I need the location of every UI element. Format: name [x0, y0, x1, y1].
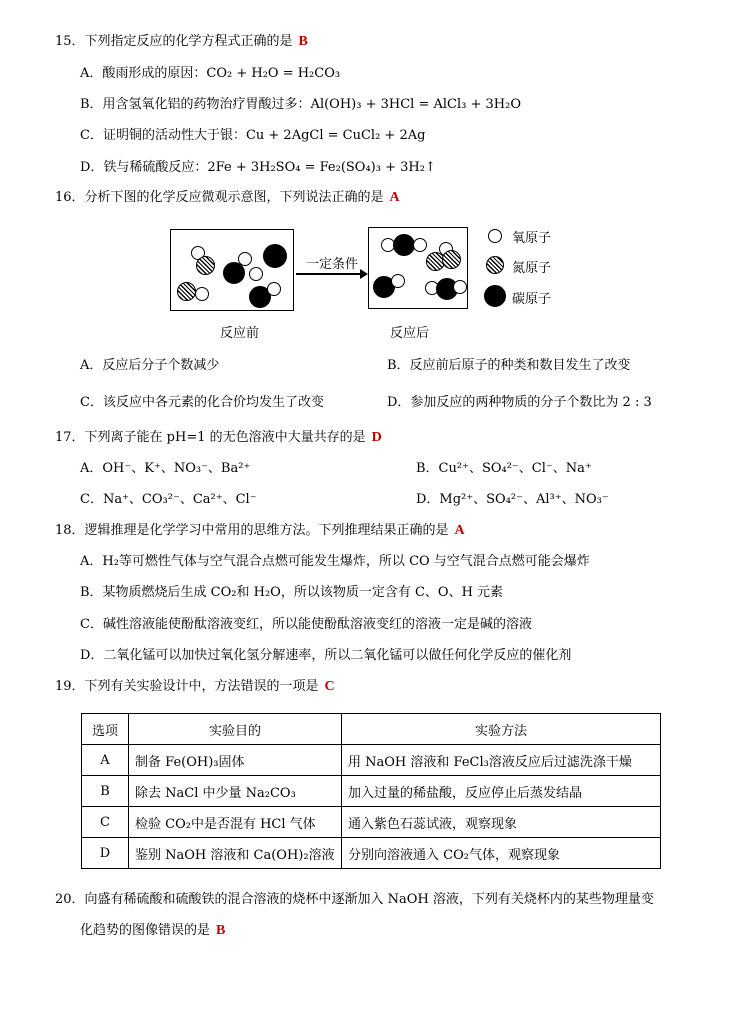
- q18-option-b: B．某物质燃烧后生成 CO₂和 H₂O，所以该物质一定含有 C、O、H 元素: [80, 585, 504, 600]
- q17-option-a: A．OH⁻、K⁺、NO₃⁻、Ba²⁺: [80, 461, 251, 476]
- row-purpose: 制备 Fe(OH)₃固体: [129, 745, 342, 776]
- arrow-head: [360, 269, 368, 279]
- q17-option-c: C．Na⁺、CO₃²⁻、Ca²⁺、Cl⁻: [80, 492, 257, 507]
- q20-stem-line1: 20．向盛有稀硫酸和硫酸铁的混合溶液的烧杯中逐渐加入 NaOH 溶液，下列有关烧杯内的某些物理量变: [55, 892, 654, 907]
- nitrogen-atom: [442, 250, 461, 269]
- q16-answer: A: [389, 190, 400, 205]
- oxygen-atom: [267, 282, 281, 296]
- q15-answer: B: [298, 34, 308, 49]
- q17-stem: [55, 429, 382, 447]
- before-box: [170, 229, 294, 311]
- q15-stem: [55, 33, 308, 51]
- row-option: B: [82, 776, 129, 807]
- q20-answer: B: [216, 923, 226, 938]
- q19-stem: [55, 678, 335, 696]
- q15-option-d: D．铁与稀硫酸反应：2Fe + 3H₂SO₄ = Fe₂(SO₄)₃ + 3H₂↑: [80, 160, 436, 175]
- header-purpose: 实验目的: [129, 714, 342, 745]
- oxygen-atom: [391, 274, 405, 288]
- table-row: [82, 807, 661, 838]
- q16-stem-text: 16．分析下图的化学反应微观示意图，下列说法正确的是: [55, 190, 384, 205]
- row-method: 通入紫色石蕊试液，观察现象: [342, 807, 661, 838]
- oxygen-atom: [249, 267, 263, 281]
- q18-stem: [55, 522, 465, 540]
- q17-option-d: D．Mg²⁺、SO₄²⁻、Al³⁺、NO₃⁻: [416, 492, 609, 507]
- header-method: 实验方法: [342, 714, 661, 745]
- q15-stem-text: 15．下列指定反应的化学方程式正确的是: [55, 34, 293, 49]
- legend-oxygen-label: 氧原子: [512, 231, 552, 246]
- table-row: [82, 745, 661, 776]
- after-box: [368, 227, 468, 309]
- q19-answer: C: [324, 679, 335, 694]
- q18-option-a: A．H₂等可燃性气体与空气混合点燃可能发生爆炸，所以 CO 与空气混合点燃可能会爆炸: [80, 554, 590, 569]
- row-option: C: [82, 807, 129, 838]
- q15-option-c: C．证明铜的活动性大于银：Cu + 2AgCl = CuCl₂ + 2Ag: [80, 128, 426, 143]
- row-option: A: [82, 745, 129, 776]
- condition-label: 一定条件: [305, 257, 358, 272]
- q16-option-c: C．该反应中各元素的化合价均发生了改变: [80, 395, 324, 410]
- oxygen-atom: [413, 238, 427, 252]
- q17-stem-text: 17．下列离子能在 pH=1 的无色溶液中大量共存的是: [55, 430, 366, 445]
- oxygen-atom: [453, 280, 467, 294]
- before-label: 反应前: [220, 326, 260, 341]
- row-method: 加入过量的稀盐酸，反应停止后蒸发结晶: [342, 776, 661, 807]
- reaction-arrow: [296, 273, 362, 275]
- q18-option-d: D．二氧化锰可以加快过氧化氢分解速率，所以二氧化锰可以做任何化学反应的催化剂: [80, 648, 572, 663]
- q17-option-b: B．Cu²⁺、SO₄²⁻、Cl⁻、Na⁺: [416, 461, 592, 476]
- reaction-diagram: [170, 225, 570, 325]
- row-purpose: 检验 CO₂中是否混有 HCl 气体: [129, 807, 342, 838]
- q18-option-c: C．碱性溶液能使酚酞溶液变红，所以能使酚酞溶液变红的溶液一定是碱的溶液: [80, 617, 532, 632]
- q16-stem: [55, 189, 400, 207]
- nitrogen-atom: [177, 282, 196, 301]
- legend-carbon-label: 碳原子: [512, 292, 552, 307]
- row-method: 用 NaOH 溶液和 FeCl₃溶液反应后过滤洗涤干燥: [342, 745, 661, 776]
- nitrogen-atom: [196, 256, 215, 275]
- carbon-atom: [263, 244, 287, 268]
- q16-option-a: A．反应后分子个数减少: [80, 358, 220, 373]
- q16-option-b: B．反应前后原子的种类和数目发生了改变: [387, 358, 631, 373]
- q18-stem-text: 18．逻辑推理是化学学习中常用的思维方法。下列推理结果正确的是: [55, 523, 449, 538]
- q19-stem-text: 19．下列有关实验设计中，方法错误的一项是: [55, 679, 319, 694]
- legend-carbon-icon: [484, 285, 506, 307]
- after-label: 反应后: [390, 326, 430, 341]
- legend-nitrogen-label: 氮原子: [512, 261, 552, 276]
- q15-option-b: B．用含氢氧化铝的药物治疗胃酸过多：Al(OH)₃ + 3HCl = AlCl₃ + 3H₂O: [80, 97, 521, 112]
- q20-stem-text: 化趋势的图像错误的是: [80, 923, 211, 938]
- row-purpose: 除去 NaCl 中少量 Na₂CO₃: [129, 776, 342, 807]
- q18-answer: A: [454, 523, 465, 538]
- row-purpose: 鉴别 NaOH 溶液和 Ca(OH)₂溶液: [129, 838, 342, 869]
- q20-stem-line2: [80, 922, 225, 940]
- table-row: [82, 776, 661, 807]
- table-row: [82, 838, 661, 869]
- oxygen-atom: [195, 287, 209, 301]
- q17-answer: D: [371, 430, 382, 445]
- legend-oxygen-icon: [488, 229, 502, 243]
- header-option: 选项: [82, 714, 129, 745]
- legend-nitrogen-icon: [486, 256, 504, 274]
- row-method: 分别向溶液通入 CO₂气体，观察现象: [342, 838, 661, 869]
- row-option: D: [82, 838, 129, 869]
- q15-option-a: A．酸雨形成的原因：CO₂ + H₂O = H₂CO₃: [80, 66, 341, 81]
- oxygen-atom: [238, 252, 252, 266]
- table-header-row: [82, 714, 661, 745]
- experiment-table: [81, 713, 661, 869]
- q16-option-d: D．参加反应的两种物质的分子个数比为 2 : 3: [387, 395, 652, 410]
- carbon-atom: [393, 234, 415, 256]
